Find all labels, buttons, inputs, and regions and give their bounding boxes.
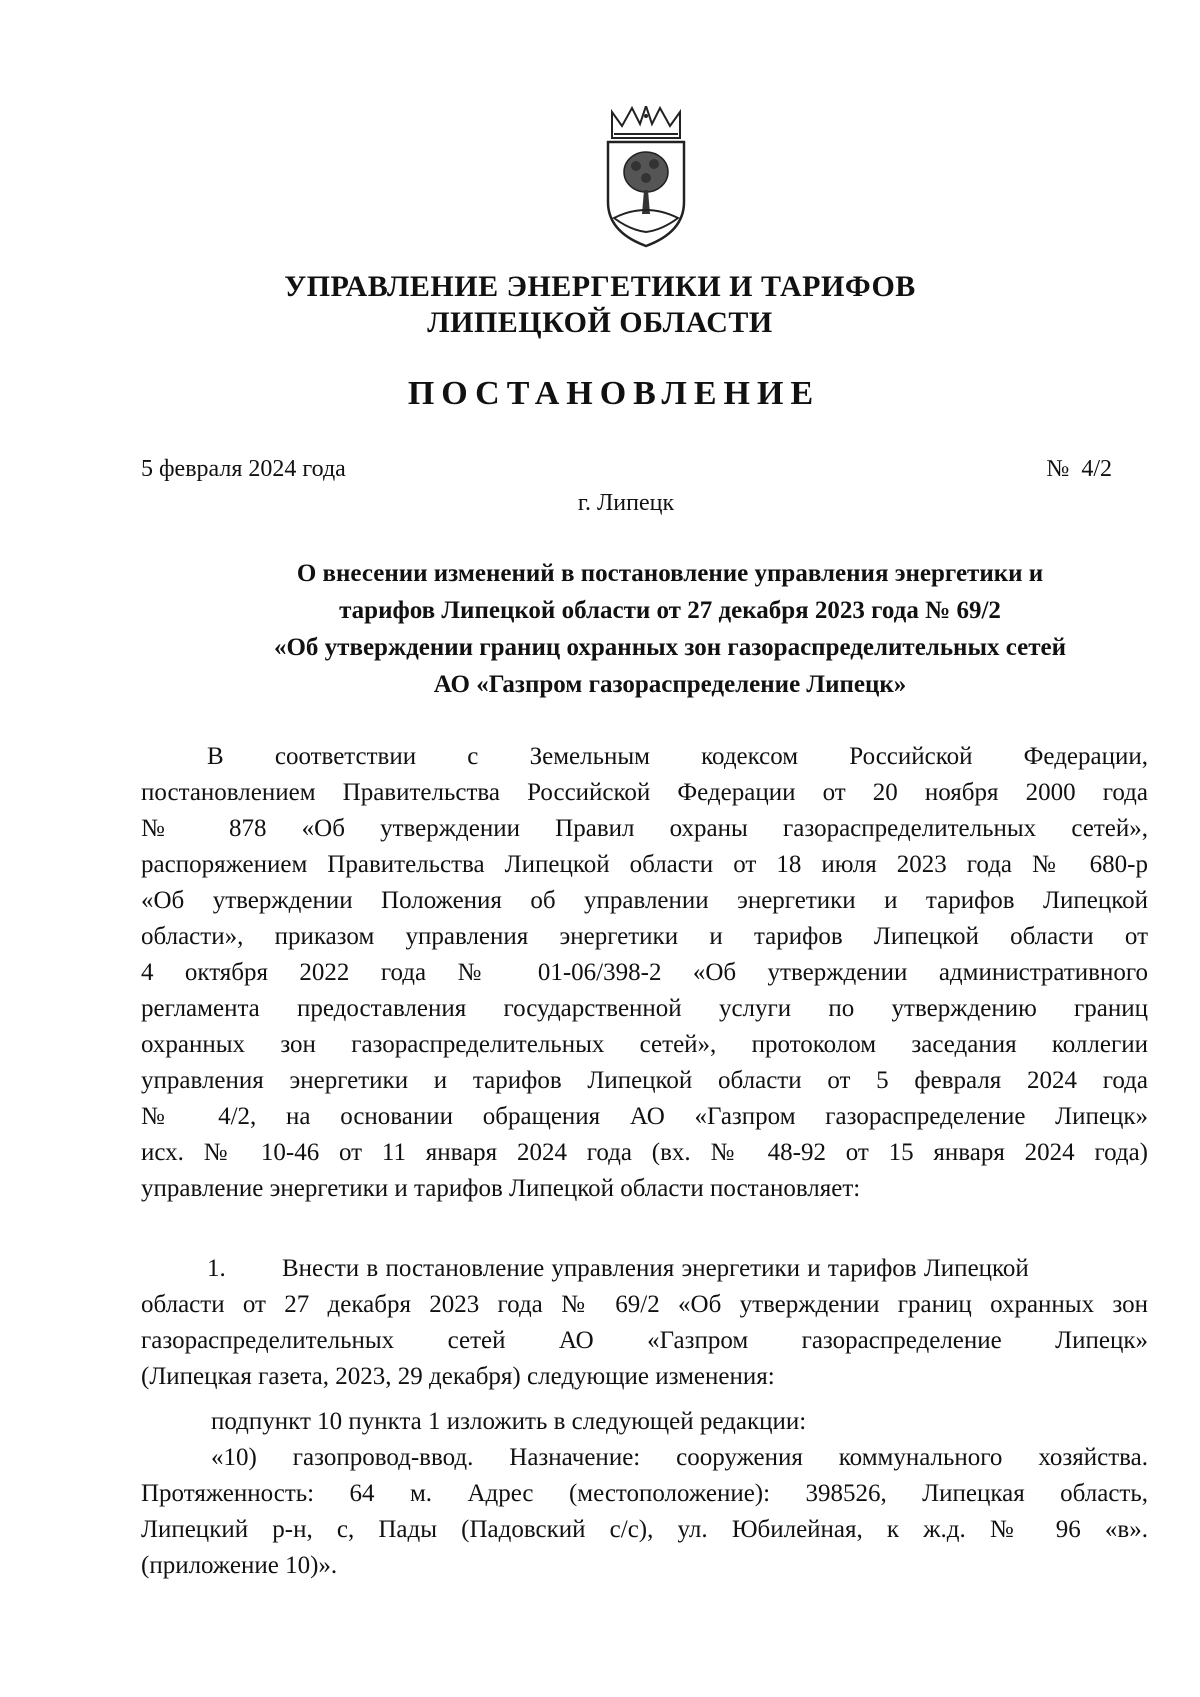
preamble-line: области», приказом управления энергетики и тарифов Липецкой области от (141, 923, 1148, 950)
document-date: 5 февраля 2024 года (141, 456, 346, 482)
preamble-line: управление энергетики и тарифов Липецкой области постановляет: (141, 1175, 861, 1202)
item-1-first-line (141, 1251, 1148, 1287)
item-1-line: газораспределительных сетей АО «Газпром газораспределение Липецк» (141, 1327, 1148, 1354)
item-1-line: области от 27 декабря 2023 года № 69/2 «Об утверждении границ охранных зон (141, 1291, 1148, 1318)
document-number: № 4/2 (1046, 456, 1112, 482)
amendment-paragraph (141, 1440, 1148, 1584)
document-subject (200, 555, 1140, 703)
amendment-line: Протяженность: 64 м. Адрес (местоположение): 398526, Липецкая область, (141, 1480, 1148, 1507)
preamble-line: распоряжением Правительства Липецкой области от 18 июля 2023 года № 680-р (141, 851, 1148, 878)
lipetsk-coat-of-arms-icon (598, 106, 694, 250)
preamble-line: «Об утверждении Положения об управлении энергетики и тарифов Липецкой (141, 887, 1148, 914)
org-name-line1: УПРАВЛЕНИЕ ЭНЕРГЕТИКИ И ТАРИФОВ (284, 270, 916, 303)
preamble-line: регламента предоставления государственной услуги по утверждению границ (141, 995, 1148, 1022)
item-1-number: 1. (207, 1255, 226, 1282)
instruction-line: подпункт 10 пункта 1 изложить в следующей редакции: (211, 1408, 807, 1435)
preamble-line: № 878 «Об утверждении Правил охраны газораспределительных сетей», (141, 815, 1148, 842)
subject-line: О внесении изменений в постановление управления энергетики и (296, 560, 1044, 587)
subject-line: АО «Газпром газораспределение Липецк» (433, 671, 907, 698)
subject-line: тарифов Липецкой области от 27 декабря 2023 года № 69/2 (339, 597, 1001, 624)
item-1-paragraph (141, 1251, 1148, 1395)
preamble-line: постановлением Правительства Российской Федерации от 20 ноября 2000 года (141, 779, 1148, 806)
amendment-line: Липецкий р-н, с, Пады (Падовский с/с), ул. Юбилейная, к ж.д. № 96 «в». (141, 1516, 1148, 1543)
document-type-title: ПОСТАНОВЛЕНИЕ (407, 375, 821, 412)
preamble-line: управления энергетики и тарифов Липецкой области от 5 февраля 2024 года (141, 1067, 1148, 1094)
amendment-line: «10) газопровод-ввод. Назначение: сооружения коммунального хозяйства. (211, 1444, 1148, 1471)
subject-line: «Об утверждении границ охранных зон газораспределительных сетей (273, 634, 1067, 661)
preamble-line: исх. № 10-46 от 11 января 2024 года (вх. № 48-92 от 15 января 2024 года) (141, 1139, 1148, 1166)
item-1-line: Внести в постановление управления энергетики и тарифов Липецкой (282, 1255, 1029, 1282)
preamble-line: В соответствии с Земельным кодексом Российской Федерации, (207, 743, 1148, 770)
preamble-paragraph (141, 739, 1148, 1207)
preamble-line: № 4/2, на основании обращения АО «Газпром газораспределение Липецк» (141, 1103, 1148, 1130)
org-name-line2: ЛИПЕЦКОЙ ОБЛАСТИ (427, 306, 773, 339)
item-1-line: (Липецкая газета, 2023, 29 декабря) следующие изменения: (141, 1363, 775, 1390)
document-city: г. Липецк (577, 490, 675, 516)
instruction-paragraph (141, 1404, 1148, 1440)
preamble-line: 4 октября 2022 года № 01-06/398-2 «Об утверждении административного (141, 959, 1148, 986)
amendment-line: (приложение 10)». (141, 1552, 338, 1579)
preamble-line: охранных зон газораспределительных сетей», протоколом заседания коллегии (141, 1031, 1148, 1058)
